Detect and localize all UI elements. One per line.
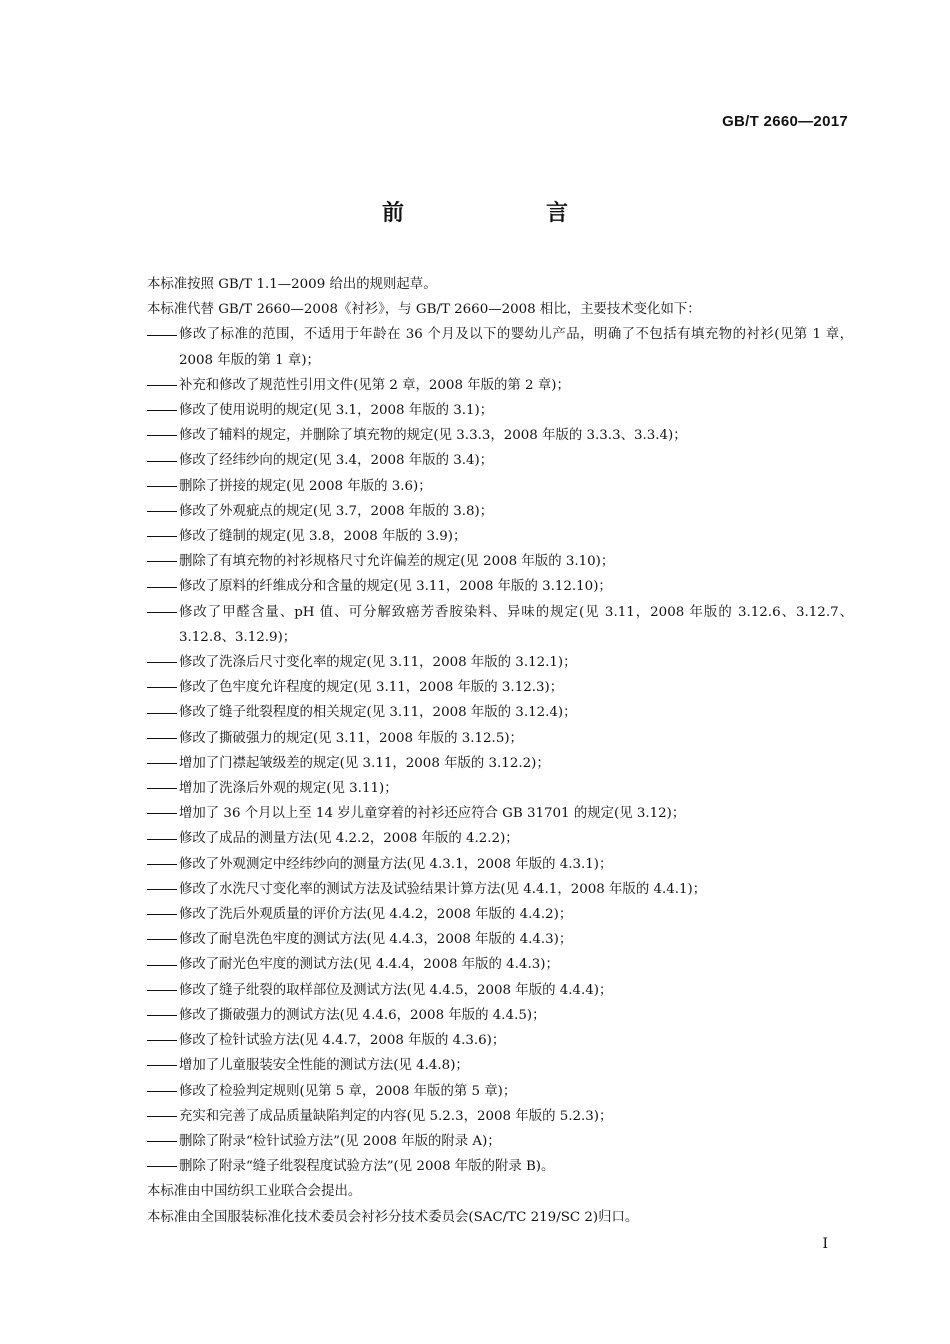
change-item-text: 修改了洗涤后尺寸变化率的规定(见 3.11，2008 年版的 3.12.1)；	[179, 655, 577, 671]
standard-code: GB/T 2660—2017	[722, 113, 848, 130]
dash-marker	[147, 927, 179, 952]
change-item-text: 修改了撕破强力的测试方法(见 4.4.6，2008 年版的 4.4.5)；	[179, 1007, 546, 1023]
change-item	[147, 600, 853, 650]
dash-marker	[147, 751, 179, 776]
dash-marker	[147, 373, 179, 398]
change-item-text: 增加了 36 个月以上至 14 岁儿童穿着的衬衫还应符合 GB 31701 的规定(见 3.12)；	[179, 806, 686, 822]
dash-marker	[147, 600, 179, 625]
dash-marker	[147, 1003, 179, 1028]
dash-marker	[147, 448, 179, 473]
change-item-text: 修改了水洗尺寸变化率的测试方法及试验结果计算方法(见 4.4.1，2008 年版的 4.4.1)；	[179, 881, 707, 897]
change-item	[147, 776, 853, 801]
closing-paragraph-proposer: 本标准由中国纺织工业联合会提出。	[147, 1184, 362, 1200]
dash-marker	[147, 902, 179, 927]
change-item-text: 修改了缝子纰裂程度的相关规定(见 3.11，2008 年版的 3.12.4)；	[179, 705, 577, 721]
change-item	[147, 877, 853, 902]
change-item-text: 增加了洗涤后外观的规定(见 3.11)；	[179, 781, 398, 797]
dash-marker	[147, 978, 179, 1003]
change-item-text: 修改了辅料的规定，并删除了填充物的规定(见 3.3.3，2008 年版的 3.3.3、3.3.4)；	[179, 428, 687, 444]
dash-marker	[147, 1129, 179, 1154]
dash-marker	[147, 474, 179, 499]
change-item	[147, 726, 853, 751]
change-item-text: 增加了儿童服装安全性能的测试方法(见 4.4.8)；	[179, 1058, 469, 1074]
dash-marker	[147, 524, 179, 549]
dash-marker	[147, 1028, 179, 1053]
dash-marker	[147, 1079, 179, 1104]
change-item-text: 删除了附录“检针试验方法”(见 2008 年版的附录 A)；	[179, 1133, 501, 1149]
page-number: I	[822, 1236, 828, 1252]
dash-marker	[147, 675, 179, 700]
change-item-text: 修改了外观疵点的规定(见 3.7，2008 年版的 3.8)；	[179, 503, 494, 519]
dash-marker	[147, 700, 179, 725]
dash-marker	[147, 1104, 179, 1129]
change-item	[147, 751, 853, 776]
change-item-text: 删除了拼接的规定(见 2008 年版的 3.6)；	[179, 478, 432, 494]
change-item-text: 增加了门襟起皱级差的规定(见 3.11，2008 年版的 3.12.2)；	[179, 755, 550, 771]
change-item	[147, 423, 853, 448]
dash-marker	[147, 726, 179, 751]
change-item	[147, 1003, 853, 1028]
change-item	[147, 499, 853, 524]
change-item-text: 修改了缝制的规定(见 3.8，2008 年版的 3.9)；	[179, 529, 467, 545]
change-item-text: 删除了有填充物的衬衫规格尺寸允许偏差的规定(见 2008 年版的 3.10)；	[179, 554, 615, 570]
change-item	[147, 826, 853, 851]
dash-marker	[147, 650, 179, 675]
closing-paragraph-administrator: 本标准由全国服装标准化技术委员会衬衫分技术委员会(SAC/TC 219/SC 2)归口。	[147, 1209, 639, 1225]
change-item-text: 修改了标准的范围，不适用于年龄在 36 个月及以下的婴幼儿产品，明确了不包括有填充物的衬衫(见第 1 章，2008 年版的第 1 章)；	[179, 327, 853, 368]
page-title: 前 言	[381, 201, 628, 226]
change-item	[147, 927, 853, 952]
change-item-text: 修改了耐皂洗色牢度的测试方法(见 4.4.3，2008 年版的 4.4.3)；	[179, 932, 573, 948]
change-item-text: 修改了缝子纰裂的取样部位及测试方法(见 4.4.5，2008 年版的 4.4.4)；	[179, 982, 613, 998]
change-item-text: 修改了检针试验方法(见 4.4.7，2008 年版的 4.3.6)；	[179, 1033, 506, 1049]
dash-marker	[147, 776, 179, 801]
dash-marker	[147, 1154, 179, 1179]
change-item	[147, 650, 853, 675]
dash-marker	[147, 549, 179, 574]
change-item-text: 修改了耐光色牢度的测试方法(见 4.4.4，2008 年版的 4.4.3)；	[179, 957, 559, 973]
change-list	[147, 322, 853, 1179]
change-item	[147, 549, 853, 574]
change-item-text: 修改了外观测定中经纬纱向的测量方法(见 4.3.1，2008 年版的 4.3.1)；	[179, 856, 613, 872]
change-item-text: 修改了洗后外观质量的评价方法(见 4.4.2，2008 年版的 4.4.2)；	[179, 907, 573, 923]
change-item	[147, 448, 853, 473]
dash-marker	[147, 398, 179, 423]
change-item	[147, 1028, 853, 1053]
dash-marker	[147, 1053, 179, 1078]
dash-marker	[147, 852, 179, 877]
change-item-text: 修改了成品的测量方法(见 4.2.2，2008 年版的 4.2.2)；	[179, 831, 519, 847]
change-item	[147, 1129, 853, 1154]
change-item	[147, 1079, 853, 1104]
change-item-text: 修改了甲醛含量、pH 值、可分解致癌芳香胺染料、异味的规定(见 3.11，2008 年版的 3.12.6、3.12.7、3.12.8、3.12.9)；	[179, 604, 853, 645]
change-item-text: 修改了色牢度允许程度的规定(见 3.11，2008 年版的 3.12.3)；	[179, 680, 564, 696]
change-item	[147, 902, 853, 927]
dash-marker	[147, 877, 179, 902]
change-item	[147, 574, 853, 599]
dash-marker	[147, 423, 179, 448]
change-item-text: 修改了撕破强力的规定(见 3.11，2008 年版的 3.12.5)；	[179, 730, 523, 746]
change-item	[147, 978, 853, 1003]
dash-marker	[147, 801, 179, 826]
change-item	[147, 1104, 853, 1129]
change-item	[147, 398, 853, 423]
change-item	[147, 1053, 853, 1078]
dash-marker	[147, 952, 179, 977]
change-item-text: 修改了原料的纤维成分和含量的规定(见 3.11，2008 年版的 3.12.10)；	[179, 579, 612, 595]
intro-paragraph-replacement: 本标准代替 GB/T 2660—2008《衬衫》，与 GB/T 2660—2008 相比，主要技术变化如下：	[147, 302, 701, 318]
change-item	[147, 852, 853, 877]
change-item	[147, 675, 853, 700]
change-item	[147, 474, 853, 499]
change-item-text: 充实和完善了成品质量缺陷判定的内容(见 5.2.3，2008 年版的 5.2.3)；	[179, 1108, 613, 1124]
change-item	[147, 700, 853, 725]
change-item-text: 删除了附录“缝子纰裂程度试验方法”(见 2008 年版的附录 B)。	[179, 1159, 555, 1175]
change-item-text: 修改了经纬纱向的规定(见 3.4，2008 年版的 3.4)；	[179, 453, 494, 469]
dash-marker	[147, 826, 179, 851]
document-body	[147, 272, 853, 1230]
dash-marker	[147, 322, 179, 347]
change-item	[147, 1154, 853, 1179]
intro-paragraph-drafting-rules: 本标准按照 GB/T 1.1—2009 给出的规则起草。	[147, 277, 437, 292]
change-item-text: 补充和修改了规范性引用文件(见第 2 章，2008 年版的第 2 章)；	[179, 377, 570, 393]
dash-marker	[147, 574, 179, 599]
change-item	[147, 322, 853, 372]
change-item	[147, 524, 853, 549]
dash-marker	[147, 499, 179, 524]
change-item-text: 修改了检验判定规则(见第 5 章，2008 年版的第 5 章)；	[179, 1083, 517, 1099]
change-item	[147, 373, 853, 398]
change-item	[147, 952, 853, 977]
change-item-text: 修改了使用说明的规定(见 3.1，2008 年版的 3.1)；	[179, 403, 494, 419]
change-item	[147, 801, 853, 826]
